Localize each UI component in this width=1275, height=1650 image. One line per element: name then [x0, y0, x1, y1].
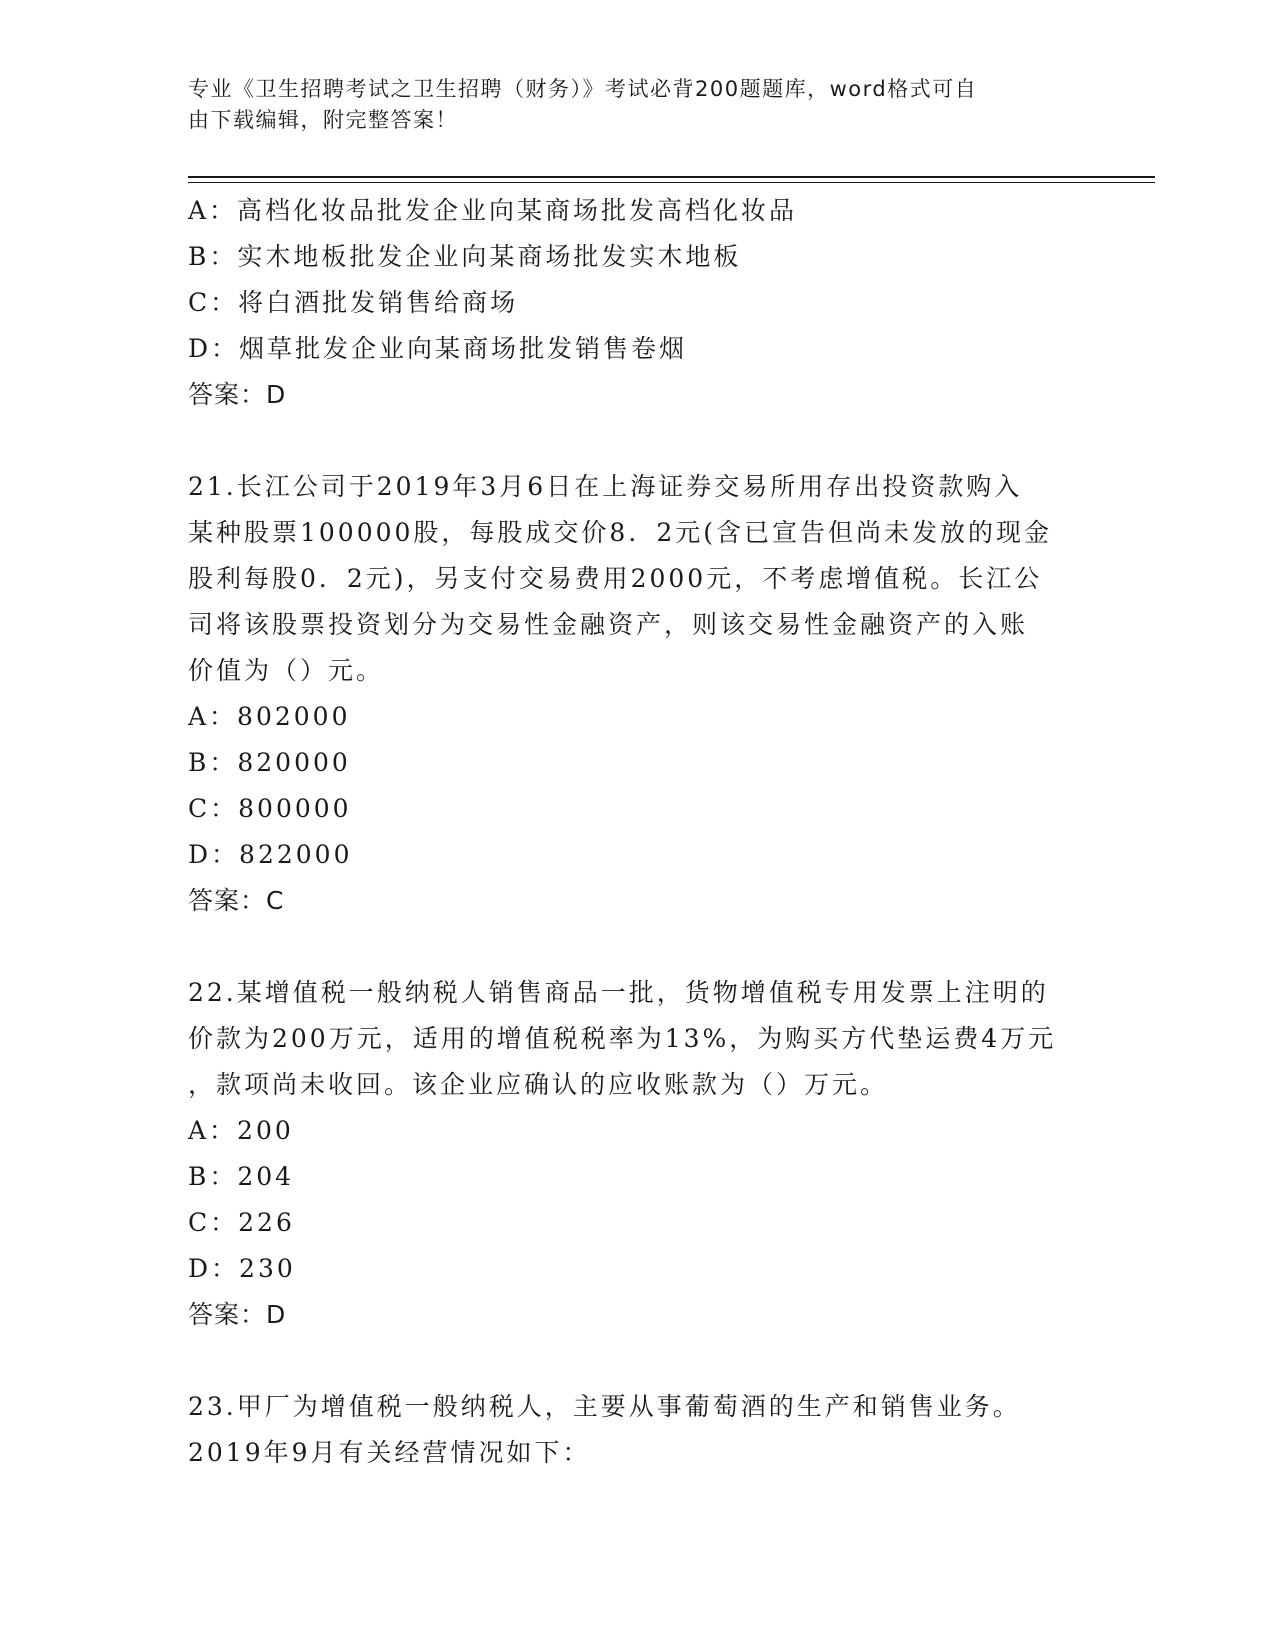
- header-line-1: 专业《卫生招聘考试之卫生招聘（财务）》考试必背200题题库，word格式可自: [188, 77, 978, 101]
- question-text-line: 22.某增值税一般纳税人销售商品一批，货物增值税专用发票上注明的: [188, 978, 1049, 1007]
- option-d: D：822000: [188, 840, 353, 869]
- question-text-line: 价值为（）元。: [188, 656, 385, 685]
- option-c: C：226: [188, 1208, 295, 1237]
- header-rule-thick: [188, 176, 1155, 178]
- answer: 答案：D: [188, 1300, 287, 1329]
- option-a: A：200: [188, 1116, 294, 1145]
- question-text-line: 21.长江公司于2019年3月6日在上海证券交易所用存出投资款购入: [188, 472, 1023, 501]
- option-b: B：820000: [188, 748, 351, 777]
- question-text-line: 股利每股0．2元)，另支付交易费用2000元，不考虑增值税。长江公: [188, 564, 1043, 593]
- option-d: D：烟草批发企业向某商场批发销售卷烟: [188, 334, 688, 363]
- question-text-line: 某种股票100000股，每股成交价8．2元(含已宣告但尚未发放的现金: [188, 518, 1053, 547]
- answer: 答案：D: [188, 380, 287, 409]
- question-23: [188, 1384, 1088, 1476]
- option-c: C：将白酒批发销售给商场: [188, 288, 519, 317]
- question-text-line: 23.甲厂为增值税一般纳税人，主要从事葡萄酒的生产和销售业务。: [188, 1392, 1021, 1421]
- option-d: D：230: [188, 1254, 296, 1283]
- question-21: [188, 464, 1088, 924]
- option-b: B：204: [188, 1162, 295, 1191]
- question-text-line: ，款项尚未收回。该企业应确认的应收账款为（）万元。: [188, 1070, 889, 1099]
- header-rule-thin: [188, 182, 1155, 183]
- question-20: [188, 188, 1088, 418]
- option-c: C：800000: [188, 794, 352, 823]
- question-22: [188, 970, 1088, 1338]
- question-text-line: 司将该股票投资划分为交易性金融资产，则该交易性金融资产的入账: [188, 610, 1029, 639]
- option-b: B：实木地板批发企业向某商场批发实木地板: [188, 242, 742, 271]
- document-body: [188, 188, 1088, 1476]
- answer: 答案：C: [188, 886, 285, 915]
- question-text-line: 2019年9月有关经营情况如下：: [188, 1438, 591, 1467]
- document-header: [188, 74, 1088, 136]
- header-line-2: 由下载编辑，附完整答案！: [188, 108, 458, 132]
- option-a: A：高档化妆品批发企业向某商场批发高档化妆品: [188, 196, 798, 225]
- question-text-line: 价款为200万元，适用的增值税税率为13%，为购买方代垫运费4万元: [188, 1024, 1057, 1053]
- option-a: A：802000: [188, 702, 351, 731]
